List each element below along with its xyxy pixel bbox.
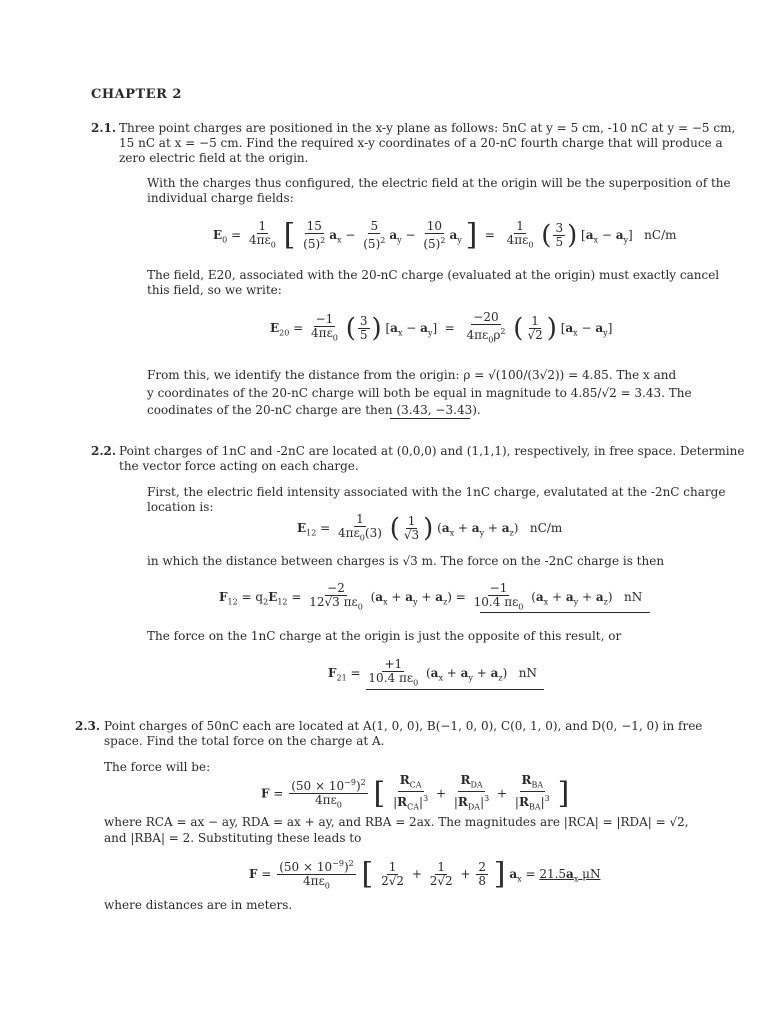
solution-text: The force on the 1nC charge at the origin is just the opposite of this result, or bbox=[147, 629, 622, 643]
solution-text: coodinates of the 20-nC charge are then (3.43, −3.43). bbox=[147, 403, 481, 417]
solution-text: The force will be: bbox=[104, 760, 211, 774]
problem-number: 2.2. bbox=[91, 444, 117, 458]
chapter-heading: CHAPTER 2 bbox=[91, 87, 182, 102]
problem-statement-line: space. Find the total force on the charge at A. bbox=[104, 734, 385, 748]
equation-f12: $F_{12} = q_2E_{12}$ = $\frac{-2}{12√3 \pi\varepsilon_0}$ $(a_x + a_y + a_z)$ = $\frac{-1}{10.4 \pi\varepsilon_0}$ $(a_x + a_y + a_z)$ nN bbox=[219, 581, 643, 612]
equation-e20: $E_{20}$ = $\frac{-1}{4\pi\varepsilon_0}$ ( $\frac{3}{5}$ ) $[a_x - a_y]$ = $\frac{-20}{4\pi\varepsilon_0\rho^2}$ ( $\frac{1}{√2}$ ) $[a_x - a_y]$ bbox=[270, 310, 613, 345]
solution-text: where RCA = ax − ay, RDA = ax + ay, and RBA = 2ax. The magnitudes are |RCA| = |RDA| = √2, bbox=[104, 815, 689, 829]
equation-e0: $E_0$ = $\frac{1}{4\pi\varepsilon_0}$ [ $\frac{15}{(5)^2}$ $a_x$ − $\frac{5}{(5)^2}$ $a_y$ − $\frac{10}{(5)^2}$ $a_y$ ] = $\frac{1}{4\pi\varepsilon_0}$ ( $\frac{3}{5}$ ) $[a_x - a_y]$ nC/m bbox=[213, 217, 677, 253]
problem-statement-line: 15 nC at x = −5 cm. Find the required x-y coordinates of a 20-nC fourth charge that will produce a bbox=[119, 136, 723, 150]
solution-text: individual charge fields: bbox=[147, 191, 294, 205]
problem-statement-line: zero electric field at the origin. bbox=[119, 151, 309, 165]
problem-number: 2.1. bbox=[91, 121, 117, 135]
solution-text: where distances are in meters. bbox=[104, 898, 293, 912]
answer-underline bbox=[366, 689, 544, 690]
solution-text: y coordinates of the 20-nC charge will both be equal in magnitude to 4.85/√2 = 3.43. The bbox=[147, 386, 692, 400]
problem-statement-line: Point charges of 1nC and -2nC are located at (0,0,0) and (1,1,1), respectively, in free space. Determine bbox=[119, 444, 745, 458]
solution-text: The field, E20, associated with the 20-nC charge (evaluated at the origin) must exactly cancel bbox=[147, 268, 720, 282]
problem-statement-line: Three point charges are positioned in the x-y plane as follows: 5nC at y = 5 cm, -10 nC at y = −5 cm, bbox=[119, 121, 736, 135]
solution-text: location is: bbox=[147, 500, 214, 514]
problem-statement-line: Point charges of 50nC each are located at A(1, 0, 0), B(−1, 0, 0), C(0, 1, 0), and D(0, −1, 0) in free bbox=[104, 719, 703, 733]
units-label: nN bbox=[624, 590, 643, 605]
problem-statement-line: the vector force acting on each charge. bbox=[119, 459, 359, 473]
solution-text: First, the electric field intensity associated with the 1nC charge, evalutated at the -2nC charge bbox=[147, 485, 726, 499]
equation-force-result: F = $\frac{(50 \times 10^{-9})^2}{4\pi\varepsilon_0}$ [ $\frac{1}{2√2}$ + $\frac{1}{2√2}$ + $\frac{2}{8}$ ] $a_x = 21.5a_x$ μN bbox=[249, 856, 601, 892]
solution-text: this field, so we write: bbox=[147, 283, 282, 297]
units-label: nC/m bbox=[644, 228, 677, 243]
answer-underline bbox=[390, 418, 470, 419]
answer-underline bbox=[480, 612, 650, 613]
units-label: nN bbox=[518, 666, 537, 681]
solution-text: in which the distance between charges is √3 m. The force on the -2nC charge is then bbox=[147, 554, 665, 568]
problem-number: 2.3. bbox=[75, 719, 101, 733]
solution-text: and |RBA| = 2. Substituting these leads to bbox=[104, 831, 362, 845]
equation-f21: $F_{21}$ = $\frac{+1}{10.4 \pi\varepsilon_0}$ $(a_x + a_y + a_z)$ nN bbox=[328, 657, 537, 688]
units-label: nC/m bbox=[529, 521, 563, 536]
equation-force-total: F = $\frac{(50 \times 10^{-9})^2}{4\pi\varepsilon_0}$ [ $\frac{R_{CA}}{|R_{CA}|^3}$ + $\frac{R_{DA}}{|R_{DA}|^3}$ + $\frac{R_{BA}}{|R_{BA}|^3}$ ] bbox=[261, 773, 570, 812]
solution-text: From this, we identify the distance from the origin: ρ = √(100/(3√2)) = 4.85. The x and bbox=[147, 368, 677, 382]
equation-e12: $E_{12}$ = $\frac{1}{4\pi\varepsilon_0(3)}$ ( $\frac{1}{√3}$ ) $(a_x + a_y + a_z)$ nC/m bbox=[297, 512, 563, 544]
solution-text: With the charges thus configured, the electric field at the origin will be the superposition of the bbox=[147, 176, 731, 190]
